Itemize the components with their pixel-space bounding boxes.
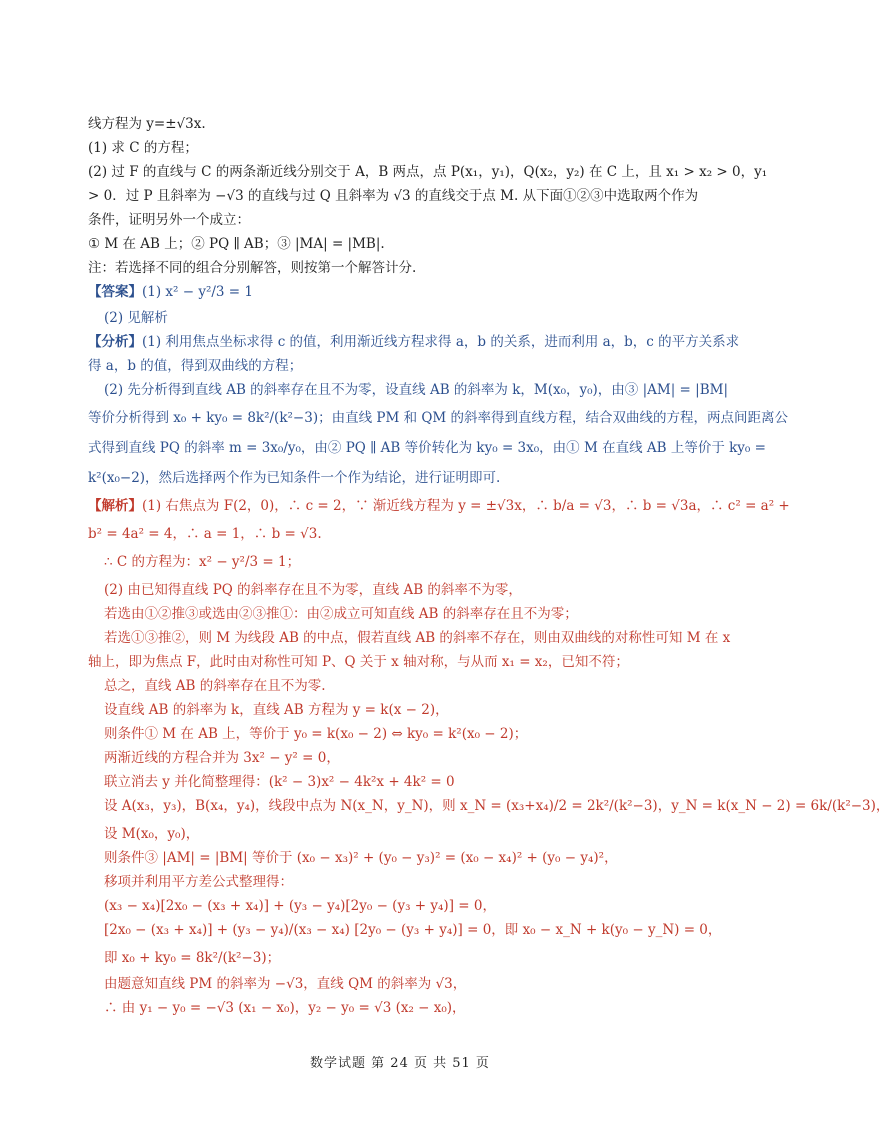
solution-line-6: 若选①③推②，则 M 为线段 AB 的中点，假若直线 AB 的斜率不存在，则由双曲线的对称性可知 M 在 x <box>104 630 731 646</box>
solution-line-15: 则条件③ |AM| = |BM| 等价于 (x₀ − x₃)² + (y₀ − y₃)² = (x₀ − x₄)² + (y₀ − y₄)²， <box>104 850 618 866</box>
solution-line-12: 联立消去 y 并化简整理得：(k² − 3)x² − 4k²x + 4k² = 0 <box>104 774 455 790</box>
analysis-line-1 <box>88 330 739 350</box>
answer-tag: 【答案】 <box>88 284 142 300</box>
solution-tag: 【解析】 <box>88 498 142 514</box>
analysis-line-6: k²(x₀−2)，然后选择两个作为已知条件一个作为结论，进行证明即可. <box>88 470 501 486</box>
solution-line-1 <box>88 494 790 514</box>
analysis-tag: 【分析】 <box>88 334 142 350</box>
solution-line-5: 若选由①②推③或选由②③推①：由②成立可知直线 AB 的斜率存在且不为零； <box>104 606 578 622</box>
solution-line-19: 即 x₀ + ky₀ = 8k²/(k²−3)； <box>104 950 281 966</box>
analysis-line-3: (2) 先分析得到直线 AB 的斜率存在且不为零，设直线 AB 的斜率为 k，M(x₀，y₀)，由③ |AM| = |BM| <box>104 382 729 398</box>
solution-line-2: b² = 4a² = 4，∴ a = 1，∴ b = √3. <box>88 526 322 542</box>
solution-line-14: 设 M(x₀，y₀)， <box>104 826 200 842</box>
question-line-2: (1) 求 C 的方程； <box>88 140 198 156</box>
solution-line-10: 则条件① M 在 AB 上，等价于 y₀ = k(x₀ − 2) ⇔ ky₀ = k²(x₀ − 2)； <box>104 726 528 742</box>
solution-line-11: 两渐近线的方程合并为 3x² − y² = 0， <box>104 750 340 766</box>
solution-line-17: (x₃ − x₄)[2x₀ − (x₃ + x₄)] + (y₃ − y₄)[2y₀ − (y₃ + y₄)] = 0， <box>104 898 496 914</box>
answer-part-1: (1) x² − y²/3 = 1 <box>142 284 253 300</box>
question-line-3: (2) 过 F 的直线与 C 的两条渐近线分别交于 A，B 两点，点 P(x₁，y₁)，Q(x₂，y₂) 在 C 上，且 x₁ > x₂ > 0，y₁ <box>88 164 768 180</box>
solution-text-1: (1) 右焦点为 F(2，0)，∴ c = 2，∵ 渐近线方程为 y = ±√3x，∴ b/a = √3，∴ b = √3a，∴ c² = a² + <box>142 498 790 514</box>
solution-line-3: ∴ C 的方程为：x² − y²/3 = 1； <box>104 554 301 570</box>
question-line-1: 线方程为 y=±√3x. <box>88 116 206 132</box>
solution-line-21: ∴ 由 y₁ − y₀ = −√3 (x₁ − x₀)，y₂ − y₀ = √3 (x₂ − x₀)， <box>104 1000 466 1016</box>
analysis-line-4: 等价分析得到 x₀ + ky₀ = 8k²/(k²−3)；由直线 PM 和 QM 的斜率得到直线方程，结合双曲线的方程，两点间距离公 <box>88 410 789 426</box>
solution-line-7: 轴上，即为焦点 F，此时由对称性可知 P、Q 关于 x 轴对称，与从而 x₁ = x₂，已知不符； <box>88 654 629 670</box>
solution-line-16: 移项并利用平方差公式整理得： <box>104 874 293 890</box>
solution-line-8: 总之，直线 AB 的斜率存在且不为零. <box>104 678 326 694</box>
analysis-line-5: 式得到直线 PQ 的斜率 m = 3x₀/y₀，由② PQ ∥ AB 等价转化为 ky₀ = 3x₀，由① M 在直线 AB 上等价于 ky₀ = <box>88 440 766 456</box>
question-line-6: ① M 在 AB 上；② PQ ∥ AB；③ |MA| = |MB|. <box>88 236 385 252</box>
solution-line-9: 设直线 AB 的斜率为 k，直线 AB 方程为 y = k(x − 2)， <box>104 702 449 718</box>
solution-line-20: 由题意知直线 PM 的斜率为 −√3，直线 QM 的斜率为 √3， <box>104 976 467 992</box>
solution-line-4: (2) 由已知得直线 PQ 的斜率存在且不为零，直线 AB 的斜率不为零， <box>104 582 522 598</box>
analysis-line-2: 得 a，b 的值，得到双曲线的方程； <box>88 358 303 374</box>
question-line-5: 条件，证明另外一个成立： <box>88 212 250 228</box>
solution-line-13: 设 A(x₃，y₃)，B(x₄，y₄)，线段中点为 N(x_N，y_N)，则 x_N = (x₃+x₄)/2 = 2k²/(k²−3)，y_N = k(x_N − 2) = 6k/(k²−3)， <box>104 798 889 814</box>
page-footer: 数学试题 第 24 页 共 51 页 <box>310 1056 490 1071</box>
answer-line-1 <box>88 280 253 300</box>
solution-line-18: [2x₀ − (x₃ + x₄)] + (y₃ − y₄)/(x₃ − x₄) [2y₀ − (y₃ + y₄)] = 0，即 x₀ − x_N + k(y₀ − y_N) = 0， <box>104 922 722 938</box>
question-line-4: > 0．过 P 且斜率为 −√3 的直线与过 Q 且斜率为 √3 的直线交于点 M. 从下面①②③中选取两个作为 <box>88 188 699 204</box>
question-line-7: 注：若选择不同的组合分别解答，则按第一个解答计分. <box>88 260 417 276</box>
analysis-text-1: (1) 利用焦点坐标求得 c 的值，利用渐近线方程求得 a，b 的关系，进而利用 a，b，c 的平方关系求 <box>142 334 740 350</box>
answer-line-2: (2) 见解析 <box>104 310 168 326</box>
